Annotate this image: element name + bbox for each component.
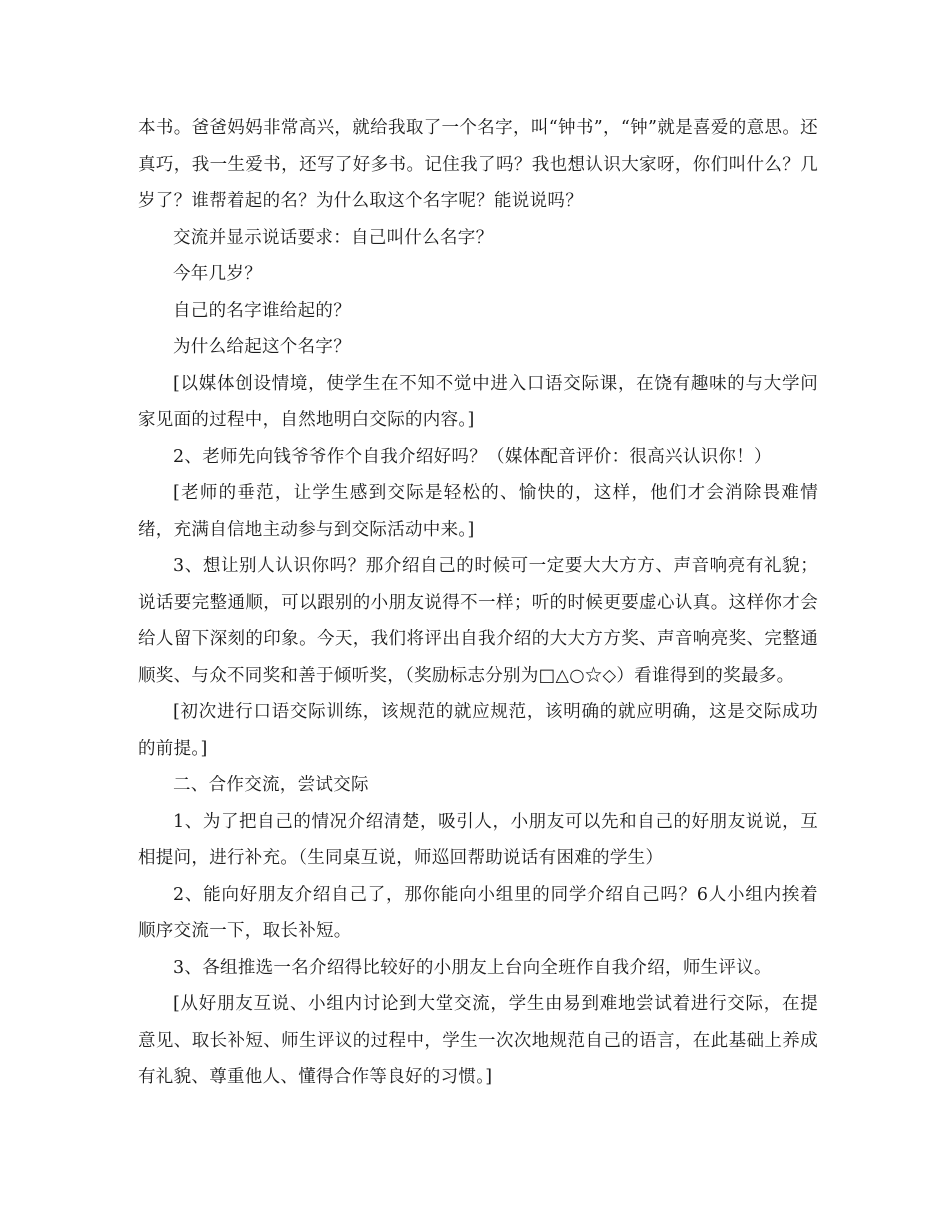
paragraph: 2、能向好朋友介绍自己了，那你能向小组里的同学介绍自己吗？6人小组内挨着顺序交流一下，取长补短。 [138, 884, 818, 941]
paragraph: 二、合作交流，尝试交际 [173, 775, 369, 795]
paragraph: 为什么给起这个名字？ [173, 337, 351, 357]
paragraph: [老师的垂范，让学生感到交际是轻松的、愉快的，这样，他们才会消除畏难情绪，充满自信地主动参与到交际活动中来。] [138, 483, 818, 540]
paragraph: 3、各组推选一名介绍得比较好的小朋友上台向全班作自我介绍，师生评议。 [173, 957, 772, 978]
paragraph: 2、老师先向钱爷爷作个自我介绍好吗？（媒体配音评价：很高兴认识你！） [173, 446, 772, 467]
paragraph: 3、想让别人认识你吗？那介绍自己的时候可一定要大大方方、声音响亮有礼貌；说话要完整通顺，可以跟别的小朋友说得不一样；听的时候更要虚心认真。这样你才会给人留下深刻的印象。今天，我们将评出自我介绍的大大方方奖、声音响亮奖、完整通顺奖、与众不同奖和善于倾听奖，（奖励标志分别为□△○☆◇）看谁得到的奖最多。 [138, 556, 818, 686]
paragraph: 交流并显示说话要求：自己叫什么名字？ [173, 227, 494, 248]
paragraph: 本书。爸爸妈妈非常高兴，就给我取了一个名字，叫“钟书”，“钟”就是喜爱的意思。还真巧，我一生爱书，还写了好多书。记住我了吗？我也想认识大家呀，你们叫什么？几岁了？谁帮着起的名？为什么取这个名字呢？能说说吗？ [138, 118, 818, 211]
paragraph: 自己的名字谁给起的？ [173, 300, 351, 321]
paragraph: 今年几岁？ [173, 264, 262, 284]
paragraph: [初次进行口语交际训练，该规范的就应规范，该明确的就应明确，这是交际成功的前提。] [138, 702, 818, 759]
paragraph: 1、为了把自己的情况介绍清楚，吸引人，小朋友可以先和自己的好朋友说说，互相提问，进行补充。（生同桌互说，师巡回帮助说话有困难的学生） [138, 811, 818, 868]
paragraph: [从好朋友互说、小组内讨论到大堂交流，学生由易到难地尝试着进行交际，在提意见、取长补短、师生评议的过程中，学生一次次地规范自己的语言，在此基础上养成有礼貌、尊重他人、懂得合作等良好的习惯。] [138, 994, 818, 1087]
document-body [138, 110, 818, 1096]
paragraph: [以媒体创设情境，使学生在不知不觉中进入口语交际课，在饶有趣味的与大学问家见面的过程中，自然地明白交际的内容。] [138, 373, 818, 430]
